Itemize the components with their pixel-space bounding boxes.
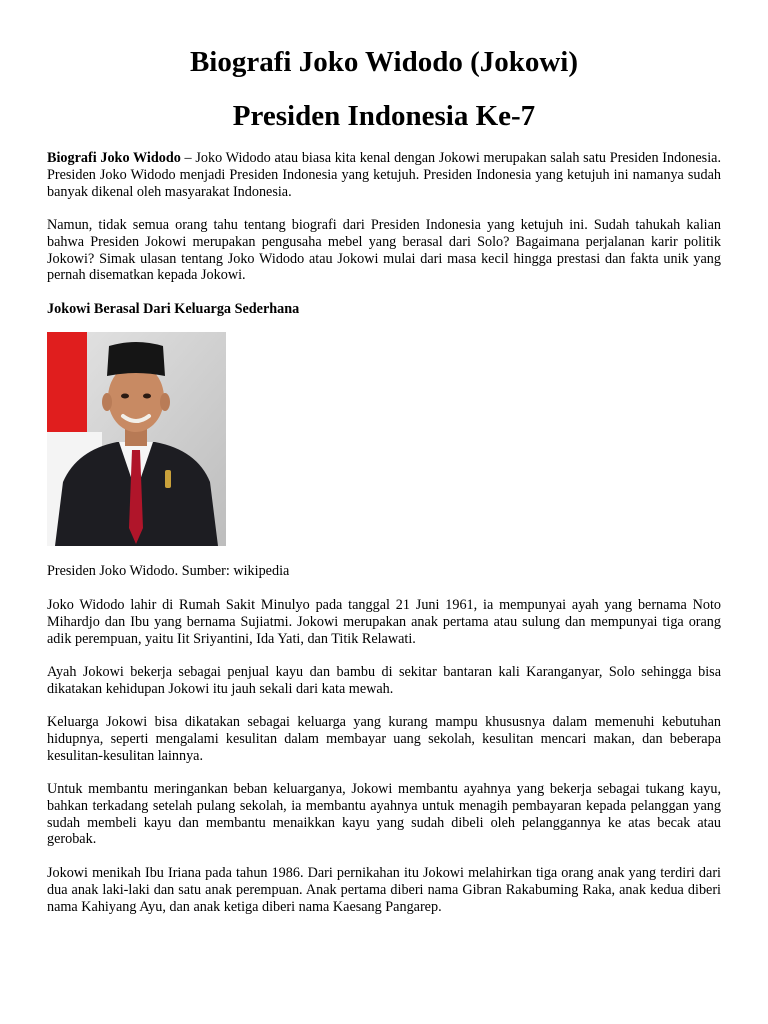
section-heading: Jokowi Berasal Dari Keluarga Sederhana (47, 301, 300, 317)
photo-caption: Presiden Joko Widodo. Sumber: wikipedia (47, 563, 290, 579)
page-subtitle: Presiden Indonesia Ke-7 (232, 100, 536, 132)
paragraph-6: Untuk membantu meringankan beban keluarganya, Jokowi membantu ayahnya yang bekerja sebagai tukang kayu, bahkan terkadang setelah pulang sekolah, ia membantu ayahnya untuk menagih pembayaran kepada pelanggan yang sudah membeli kayu dan membantu menaikkan kayu yang sudah dibeli oleh pelanggannya ke atas becak atau gerobak. (47, 781, 721, 848)
intro-paragraph (47, 150, 721, 200)
president-photo (47, 332, 226, 546)
page-title: Biografi Joko Widodo (Jokowi) (189, 46, 579, 78)
intro-lead: Biografi Joko Widodo (47, 150, 181, 166)
paragraph-4: Ayah Jokowi bekerja sebagai penjual kayu dan bambu di sekitar bantaran kali Karanganyar, Solo sehingga bisa dikatakan kehidupan Jokowi itu jauh sekali dari kata mewah. (47, 664, 721, 697)
intro-text: – Joko Widodo atau biasa kita kenal dengan Jokowi merupakan salah satu Presiden Indonesia. Presiden Joko Widodo menjadi Presiden Indonesia yang ketujuh. Presiden Indonesia yang ketujuh ini namanya sudah banyak dikenal oleh masyarakat Indonesia. (47, 150, 721, 200)
paragraph-5: Keluarga Jokowi bisa dikatakan sebagai keluarga yang kurang mampu khususnya dalam memenuhi kebutuhan hidupnya, seperti mengalami kesulitan dalam membayar uang sekolah, kesulitan mencari makan, dan beberapa kesulitan-kesulitan lainnya. (47, 714, 721, 764)
paragraph-7: Jokowi menikah Ibu Iriana pada tahun 1986. Dari pernikahan itu Jokowi melahirkan tiga orang anak yang terdiri dari dua anak laki-laki dan satu anak perempuan. Anak pertama diberi nama Gibran Rakabuming Raka, anak kedua diberi nama Kahiyang Ayu, dan anak ketiga diberi nama Kaesang Pangarep. (47, 865, 721, 915)
paragraph-3: Joko Widodo lahir di Rumah Sakit Minulyo pada tanggal 21 Juni 1961, ia mempunyai ayah yang bernama Noto Mihardjo dan Ibu yang bernama Sujiatmi. Jokowi merupakan anak pertama atau sulung dan mempunyai tiga orang adik perempuan, yaitu Iit Sriyantini, Ida Yati, dan Titik Relawati. (47, 597, 721, 647)
paragraph-2: Namun, tidak semua orang tahu tentang biografi dari Presiden Indonesia yang ketujuh ini. Sudah tahukah kalian bahwa Presiden Jokowi merupakan pengusaha mebel yang berasal dari Solo? Bagaimana perjalanan karir politik Jokowi? Simak ulasan tentang Joko Widodo atau Jokowi mulai dari masa kecil hingga prestasi dan fakta unik yang pernah disematkan kepada Jokowi. (47, 217, 721, 284)
